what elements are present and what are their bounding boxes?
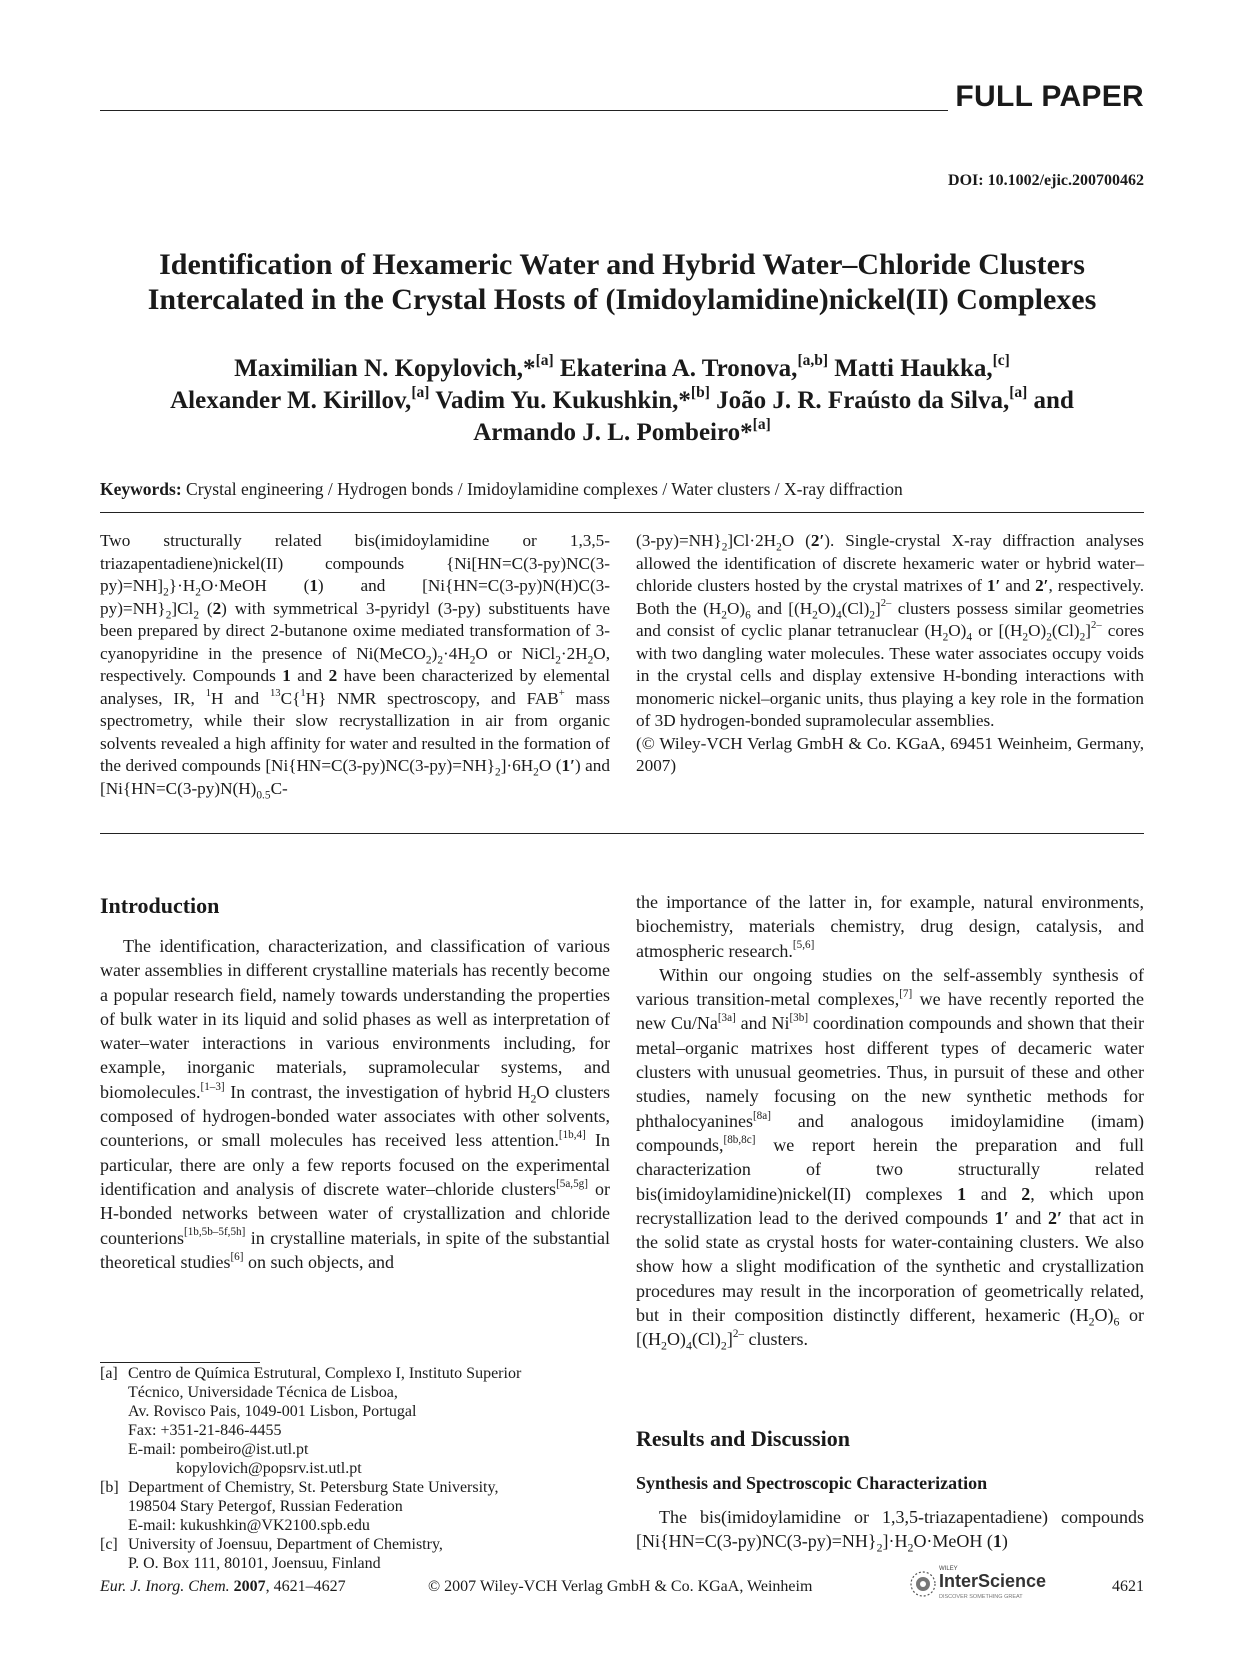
affiliation-email: kopylovich@popsrv.ist.utl.pt [128,1460,362,1477]
logo-wordmark: InterScience [939,1571,1047,1591]
affiliation-rule [100,1362,260,1363]
author-affiliation: [b] [690,384,710,402]
affiliation-line: Centro de Química Estrutural, Complexo I, Instituto Superior [128,1365,522,1382]
author-affiliation: [c] [992,352,1010,370]
journal-pages: , 4621–4627 [265,1578,346,1595]
keywords-rule [100,512,1144,513]
keywords-label: Keywords: [100,479,182,499]
author-affiliation: [a] [752,416,771,434]
abstract-left-column: Two structurally related bis(imidoylamidine or 1,3,5-triazapentadiene)nickel(II) compounds $\{Ni[HN=C(3-py)NC(3-py)=NH]_2\}\cdot H_2O\cdot MeOH$ (1) and $[Ni\{HN=C(3-py)N(H)C(3-py)=NH\}_2]Cl_2$ (2) with symmetrical 3-pyridyl (3-py) substituents have been prepared by direct 2-butanone oxime mediated transformation of 3-cyanopyridine in the presence of $Ni(MeCO_2)_2\cdot 4H_2O$ or $NiCl_2\cdot 2H_2O$, respectively. Compounds 1 and 2 have been characterized by elemental analyses, IR, $^1$H and $^{13}$C{$^1$H} NMR spectroscopy, and FAB+ mass spectrometry, while their slow recrystallization in air from organic solvents revealed a high affinity for water and resulted in the formation of the derived compounds $[Ni\{HN=C(3-py)NC(3-py)=NH\}_2]\cdot 6H_2O$ (1′) and [$Ni\{HN=C(3-py)N(H)_{0.5}C-$ [100,531,610,801]
author-list [100,353,1144,449]
affiliation-tag: [b] [100,1479,119,1496]
author-affiliation: [a] [535,352,554,370]
keywords-text: Crystal engineering / Hydrogen bonds / Imidoylamidine complexes / Water clusters / X-ray diffraction [186,479,903,499]
synthesis-subheading: Synthesis and Spectroscopic Characterization [636,1473,988,1493]
results-column [636,1505,1144,1554]
keywords [100,479,903,500]
paragraph: Within our ongoing studies on the self-assembly synthesis of various transition-metal complexes,[7] we have recently reported the new Cu/Na[3a] and Ni[3b] coordination compounds and shown that their metal–organic matrixes host different types of decameric water clusters with unusual geometries. Thus, in pursuit of these and other studies, namely focusing on the new synthetic methods for phthalocyanines[8a] and analogous imidoylamidine (imam) compounds,[8b,8c] we report herein the preparation and full characterization of two structurally related bis(imidoylamidine)nickel(II) complexes 1 and 2, which upon recrystallization lead to the derived compounds 1′ and 2′ that act in the solid state as crystal hosts for water-containing clusters. We also show how a slight modification of the synthetic and crystallization procedures may result in the incorporation of geometrically related, but in their composition distinctly different, hexameric $(H_2O)_6$ or $[(H_2O)_4(Cl)_2]^{2-}$ clusters. [636,964,1145,1353]
author-name: Vadim Yu. Kukushkin,* [435,387,691,414]
author-affiliation: [a] [411,384,430,402]
affiliation-line: Fax: +351-21-846-4455 [128,1422,282,1439]
introduction-left-column [100,934,610,1274]
footer-journal [100,1578,346,1596]
author-name: Ekaterina A. Tronova, [559,355,798,382]
affiliation-c [100,1535,620,1573]
author-line-2 [100,385,1144,417]
introduction-right-column [636,890,1144,1352]
header-rule [100,110,948,111]
paragraph: the importance of the latter in, for example, natural environments, biochemistry, materials chemistry, drug design, catalysis, and atmospheric research.[5,6] [636,892,1144,961]
footer-copyright: © 2007 Wiley-VCH Verlag GmbH & Co. KGaA, Weinheim [428,1578,813,1595]
journal-year: 2007 [233,1578,266,1595]
author-affiliation: [a] [1009,384,1028,402]
title-line-2: Intercalated in the Crystal Hosts of (Imidoylamidine)nickel(II) Complexes [147,283,1097,316]
affiliation-email: E-mail: kukushkin@VK2100.spb.edu [128,1517,370,1534]
logo-tagline: DISCOVER SOMETHING GREAT [939,1594,1023,1600]
results-heading: Results and Discussion [636,1426,850,1451]
logo-wiley-label: WILEY [939,1566,958,1572]
affiliation-line: Técnico, Universidade Técnica de Lisboa, [128,1384,398,1401]
introduction-heading: Introduction [100,893,220,918]
section-label: FULL PAPER [955,80,1144,113]
author-name: Maximilian N. Kopylovich,* [234,355,536,382]
paper-title [100,247,1144,317]
affiliation-tag: [c] [100,1536,118,1553]
journal-name: Eur. J. Inorg. Chem. [100,1578,230,1595]
affiliation-b [100,1478,620,1535]
author-line-1 [100,353,1144,385]
author-name: and [1033,387,1074,414]
abstract-right-column: $(3-py)=NH\}_2]Cl\cdot 2H_2O$ (2′). Single-crystal X-ray diffraction analyses allowed the identification of discrete hexameric water or hybrid water–chloride clusters hosted by the crystal matrixes of 1′ and 2′, respectively. Both the $(H_2O)_6$ and $[(H_2O)_4(Cl)_2]^{2-}$ clusters possess similar geometries and consist of cyclic planar tetranuclear $(H_2O)_4$ or $[(H_2O)_2(Cl)_2]^{2-}$ cores with two dangling water molecules. These water associates occupy voids in the crystal cells and display extensive H-bonding interactions with monomeric nickel–organic units, thus playing a key role in the formation of 3D hydrogen-bonded supramolecular assemblies. (© Wiley-VCH Verlag GmbH & Co. KGaA, 69451 Weinheim, Germany, 2007) [636,531,1145,775]
author-name: Alexander M. Kirillov, [170,387,412,414]
affiliation-email: E-mail: pombeiro@ist.utl.pt [128,1441,309,1458]
paragraph: The identification, characterization, and classification of various water assemblies in different crystalline materials has recently become a popular research field, namely towards understanding the properties of bulk water in its liquid and solid phases as well as interpretation of water–water interactions in various environments including, for example, inorganic materials, supramolecular systems, and biomolecules.[1–3] In contrast, the investigation of hybrid $H_2O$ clusters composed of hydrogen-bonded water associates with other solvents, counterions, or small molecules has received less attention.[1b,4] In particular, there are only a few reports focused on the experimental identification and analysis of discrete water–chloride clusters[5a,5g] or H-bonded networks between water of crystallization and chloride counterions[1b,5b–5f,5h] in crystalline materials, in spite of the substantial theoretical studies[6] on such objects, and [100,936,610,1272]
author-name: Armando J. L. Pombeiro* [473,419,753,446]
interscience-logo [905,1560,1065,1604]
globe-icon [911,1572,935,1596]
affiliation-line: Department of Chemistry, St. Petersburg State University, [128,1479,499,1496]
author-affiliation: [a,b] [797,352,829,370]
title-line-1: Identification of Hexameric Water and Hybrid Water–Chloride Clusters [159,248,1085,281]
author-name: Matti Haukka, [834,355,993,382]
page-number: 4621 [1112,1578,1144,1595]
affiliation-line: P. O. Box 111, 80101, Joensuu, Finland [128,1555,381,1572]
affiliation-line: University of Joensuu, Department of Chemistry, [128,1536,443,1553]
author-line-3 [100,417,1144,449]
author-name: João J. R. Fraústo da Silva, [716,387,1010,414]
paragraph: The bis(imidoylamidine or 1,3,5-triazapentadiene) compounds $[Ni\{HN=C(3-py)NC(3-py)=NH\}_2]\cdot H_2O\cdot MeOH$ (1) [636,1507,1144,1555]
affiliation-line: Av. Rovisco Pais, 1049-001 Lisbon, Portugal [128,1403,417,1420]
affiliations [100,1364,620,1573]
doi: DOI: 10.1002/ejic.200700462 [948,172,1144,189]
affiliation-tag: [a] [100,1365,118,1382]
abstract-copyright: (© Wiley-VCH Verlag GmbH & Co. KGaA, 69451 Weinheim, Germany, 2007) [636,733,1144,775]
affiliation-line: 198504 Stary Petergof, Russian Federation [128,1498,403,1515]
abstract-rule [100,833,1144,834]
affiliation-a [100,1364,620,1478]
